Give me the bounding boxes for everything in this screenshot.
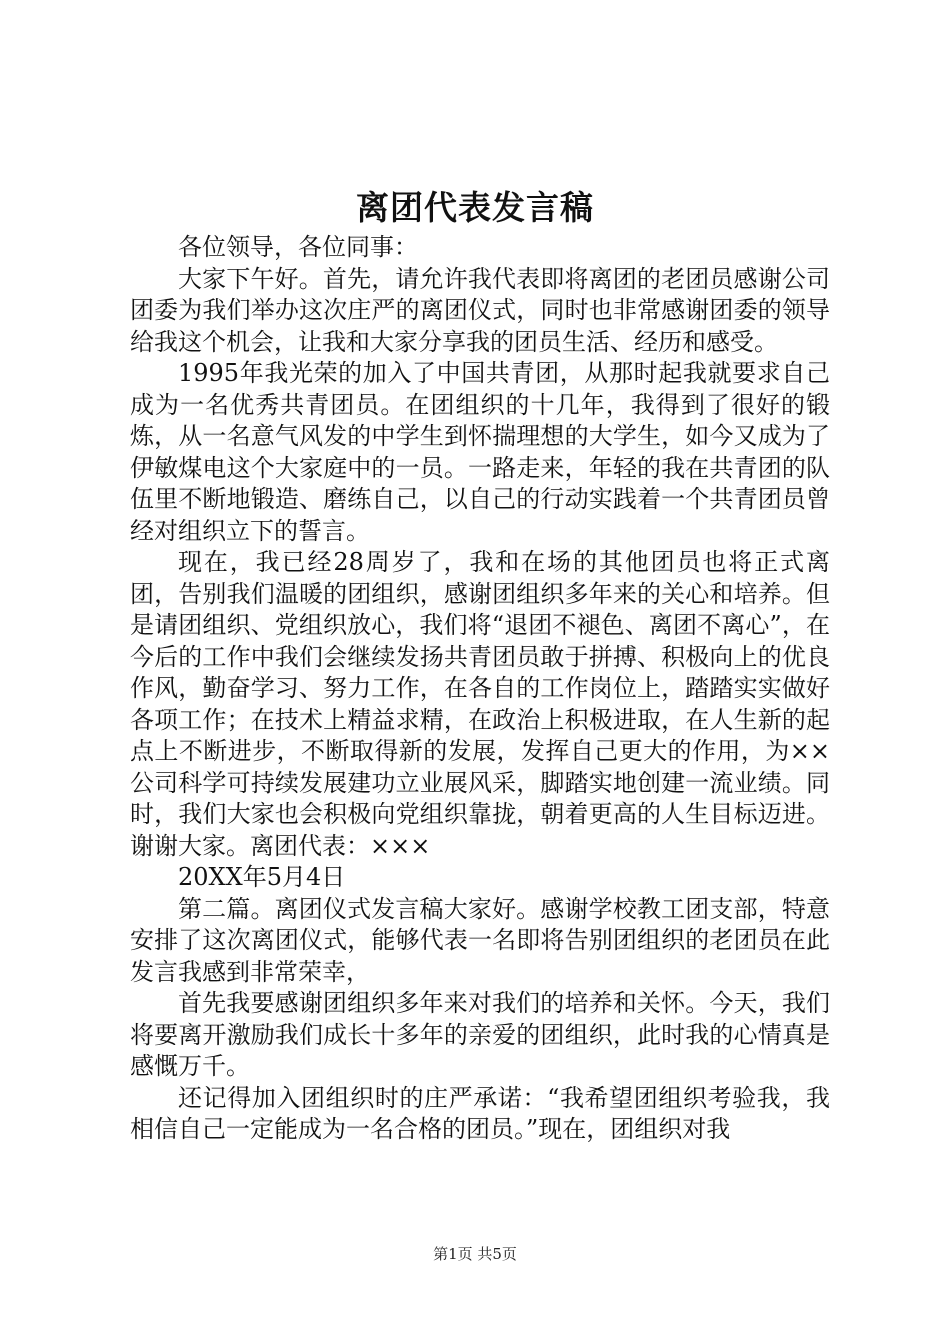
- page-number-footer: 第1页 共5页: [433, 1245, 517, 1263]
- body-paragraph: 大家下午好。首先，请允许我代表即将离团的老团员感谢公司团委为我们举办这次庄严的离团仪式，同时也非常感谢团委的领导给我这个机会，让我和大家分享我的团员生活、经历和感受。: [130, 264, 830, 356]
- document-title: 离团代表发言稿: [356, 188, 594, 227]
- greeting-paragraph: 各位领导，各位同事：: [178, 233, 418, 261]
- body-paragraph: 首先我要感谢团组织多年来对我们的培养和关怀。今天，我们将要离开激励我们成长十多年的亲爱的团组织，此时我的心情真是感慨万千。: [130, 989, 830, 1080]
- body-paragraph: 1995年我光荣的加入了中国共青团，从那时起我就要求自己成为一名优秀共青团员。在团组织的十几年，我得到了很好的锻炼，从一名意气风发的中学生到怀揣理想的大学生，如今又成为了伊敏煤电这个大家庭中的一员。一路走来，年轻的我在共青团的队伍里不断地锻造、磨练自己，以自己的行动实践着一个共青团员曾经对组织立下的誓言。: [130, 359, 830, 545]
- body-paragraph: 第二篇。离团仪式发言稿大家好。感谢学校教工团支部，特意安排了这次离团仪式，能够代表一名即将告别团组织的老团员在此发言我感到非常荣幸，: [130, 894, 830, 986]
- body-paragraph: 现在，我已经28周岁了，我和在场的其他团员也将正式离团，告别我们温暖的团组织，感谢团组织多年来的关心和培养。但是请团组织、党组织放心，我们将“退团不褪色、离团不离心”，在今后的工作中我们会继续发扬共青团员敢于拼搏、积极向上的优良作风，勤奋学习、努力工作，在各自的工作岗位上，踏踏实实做好各项工作；在技术上精益求精，在政治上积极进取，在人生新的起点上不断进步，不断取得新的发展，发挥自己更大的作用，为××公司科学可持续发展建功立业展风采，脚踏实地创建一流业绩。同时，我们大家也会积极向党组织靠拢，朝着更高的人生目标迈进。谢谢大家。离团代表：×××: [130, 548, 830, 860]
- date-line: 20XX年5月4日: [178, 863, 346, 891]
- body-paragraph: 还记得加入团组织时的庄严承诺：“我希望团组织考验我，我相信自己一定能成为一名合格的团员。”现在，团组织对我: [130, 1083, 830, 1143]
- document-body: [130, 232, 830, 1146]
